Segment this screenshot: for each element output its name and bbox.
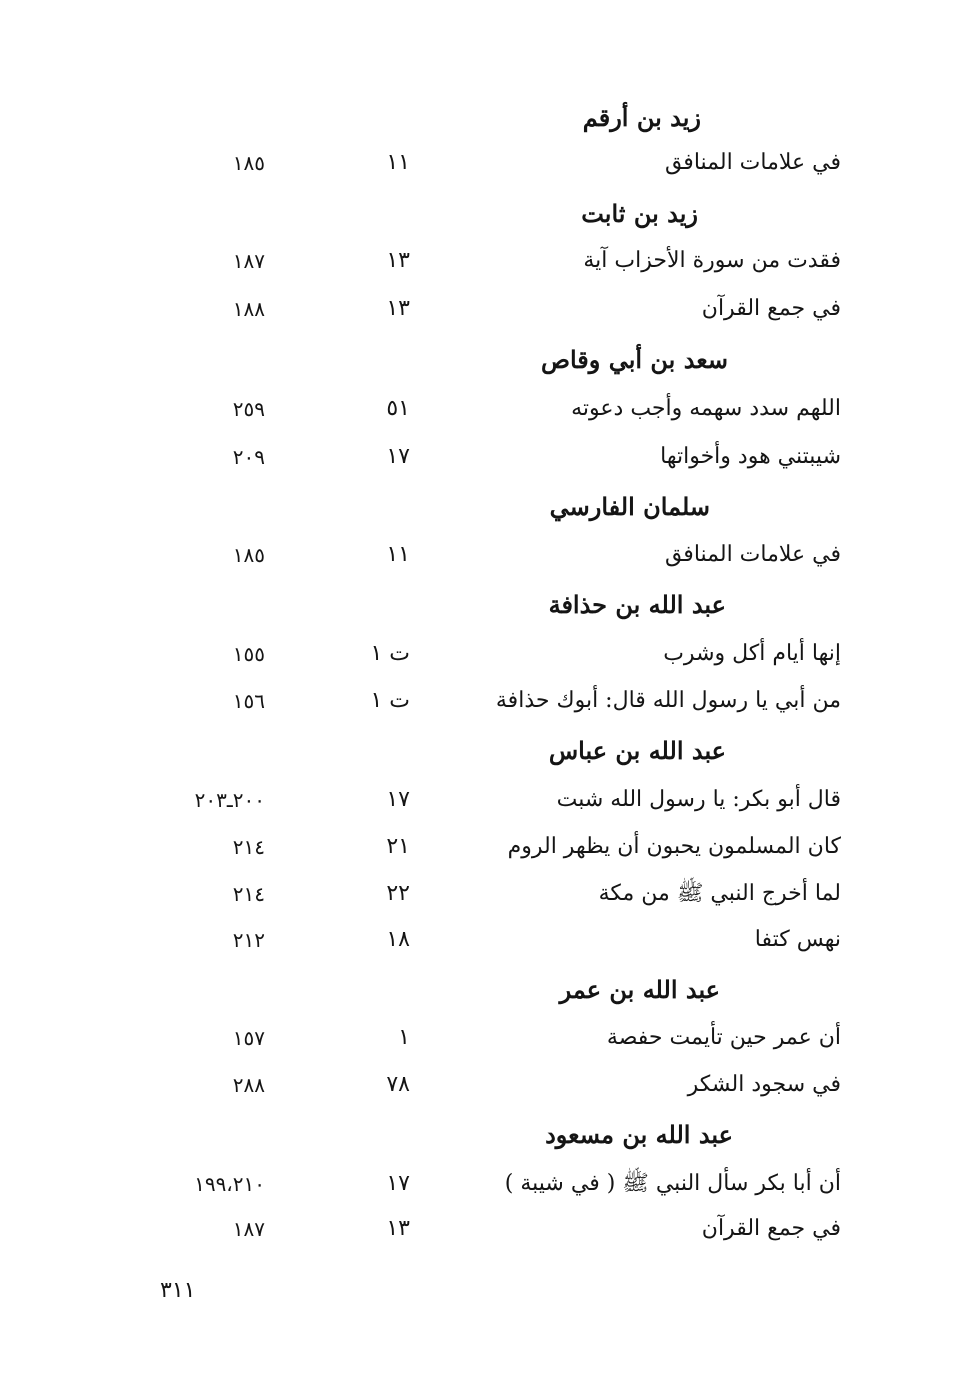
section-heading: عبد الله بن عمر [559, 975, 720, 1004]
entry-text: في سجود الشكر [687, 1072, 841, 1097]
entry-page-number: ٢٠٠ـ٢٠٣ [194, 788, 265, 812]
entry-hadith-number: ٧٨ [386, 1072, 410, 1097]
index-entry-row [0, 920, 956, 960]
index-entry-row [0, 289, 956, 329]
entry-hadith-number: ١٧ [386, 444, 410, 469]
entry-hadith-number: ٥١ [386, 396, 410, 421]
entry-text: نهس كتفا [754, 927, 841, 952]
index-entry-row [0, 827, 956, 867]
section-heading: عبد الله بن حذافة [548, 590, 726, 619]
entry-hadith-number: ١٣ [386, 1216, 410, 1241]
entry-page-number: ١٨٨ [232, 297, 265, 321]
section-heading-row [0, 340, 956, 380]
section-heading: سعد بن أبي وقاص [540, 345, 728, 374]
section-heading-row [0, 1115, 956, 1155]
entry-page-number: ٢١٢ [232, 928, 265, 952]
entry-page-number: ١٥٥ [232, 642, 265, 666]
entry-page-number: ٢٠٩ [232, 445, 265, 469]
entry-text: في علامات المنافق [664, 542, 841, 567]
entry-hadith-number: ١٧ [386, 1171, 410, 1196]
entry-page-number: ١٩٩،٢١٠ [194, 1172, 265, 1196]
index-entry-row [0, 437, 956, 477]
entry-page-number: ٢٨٨ [232, 1073, 265, 1097]
entry-page-number: ٢١٤ [232, 882, 265, 906]
index-entry-row [0, 874, 956, 914]
entry-text: إنها أيام أكل وشرب [663, 641, 841, 666]
entry-text: قال أبو بكر: يا رسول الله شبت [556, 787, 841, 812]
entry-page-number: ١٨٥ [232, 151, 265, 175]
entry-hadith-number: ١١ [386, 542, 410, 567]
entry-page-number: ١٨٧ [232, 1217, 265, 1241]
entry-text: كان المسلمون يحبون أن يظهر الروم [507, 834, 841, 859]
entry-page-number: ١٥٦ [232, 689, 265, 713]
section-heading-row [0, 194, 956, 234]
index-entry-row [0, 681, 956, 721]
section-heading-row [0, 970, 956, 1010]
section-heading-row [0, 487, 956, 527]
section-heading-row [0, 731, 956, 771]
index-entry-row [0, 1164, 956, 1204]
section-heading-row [0, 585, 956, 625]
section-heading: سلمان الفارسي [549, 492, 710, 521]
entry-hadith-number: ١٣ [386, 296, 410, 321]
page-number: ٣١١ [160, 1278, 196, 1303]
entry-text: في جمع القرآن [701, 296, 841, 321]
index-entry-row [0, 535, 956, 575]
entry-text: في علامات المنافق [664, 150, 841, 175]
entry-page-number: ٢١٤ [232, 835, 265, 859]
entry-hadith-number: ٢١ [386, 834, 410, 859]
index-entry-row [0, 634, 956, 674]
entry-hadith-number: ١٨ [386, 927, 410, 952]
entry-text: فقدت من سورة الأحزاب آية [583, 248, 841, 273]
entry-text: أن أبا بكر سأل النبي ﷺ ( في شيبة ) [504, 1171, 841, 1196]
index-entry-row [0, 1209, 956, 1249]
section-heading-row [0, 98, 956, 138]
entry-page-number: ١٨٥ [232, 543, 265, 567]
entry-hadith-number: ت ١ [370, 688, 410, 713]
entry-page-number: ١٥٧ [232, 1026, 265, 1050]
entry-hadith-number: ١ [398, 1025, 410, 1050]
index-entry-row [0, 143, 956, 183]
entry-text: اللهم سدد سهمه وأجب دعوته [571, 396, 841, 421]
entry-hadith-number: ٢٢ [386, 881, 410, 906]
entry-text: أن عمر حين تأيمت حفصة [606, 1025, 841, 1050]
section-heading: زيد بن أرقم [582, 103, 701, 132]
entry-hadith-number: ١٣ [386, 248, 410, 273]
entry-text: في جمع القرآن [701, 1216, 841, 1241]
entry-page-number: ١٨٧ [232, 249, 265, 273]
entry-hadith-number: ١٧ [386, 787, 410, 812]
entry-text: لما أخرج النبي ﷺ من مكة [598, 881, 841, 906]
index-entry-row [0, 780, 956, 820]
section-heading: عبد الله بن مسعود [545, 1120, 733, 1149]
entry-hadith-number: ت ١ [370, 641, 410, 666]
index-entry-row [0, 1065, 956, 1105]
index-entry-row [0, 389, 956, 429]
section-heading: زيد بن ثابت [581, 199, 698, 228]
entry-page-number: ٢٥٩ [232, 397, 265, 421]
entry-hadith-number: ١١ [386, 150, 410, 175]
entry-text: شيبتني هود وأخواتها [660, 444, 841, 469]
entry-text: من أبي يا رسول الله قال: أبوك حذافة [495, 688, 841, 713]
section-heading: عبد الله بن عباس [548, 736, 726, 765]
index-entry-row [0, 1018, 956, 1058]
index-entry-row [0, 241, 956, 281]
